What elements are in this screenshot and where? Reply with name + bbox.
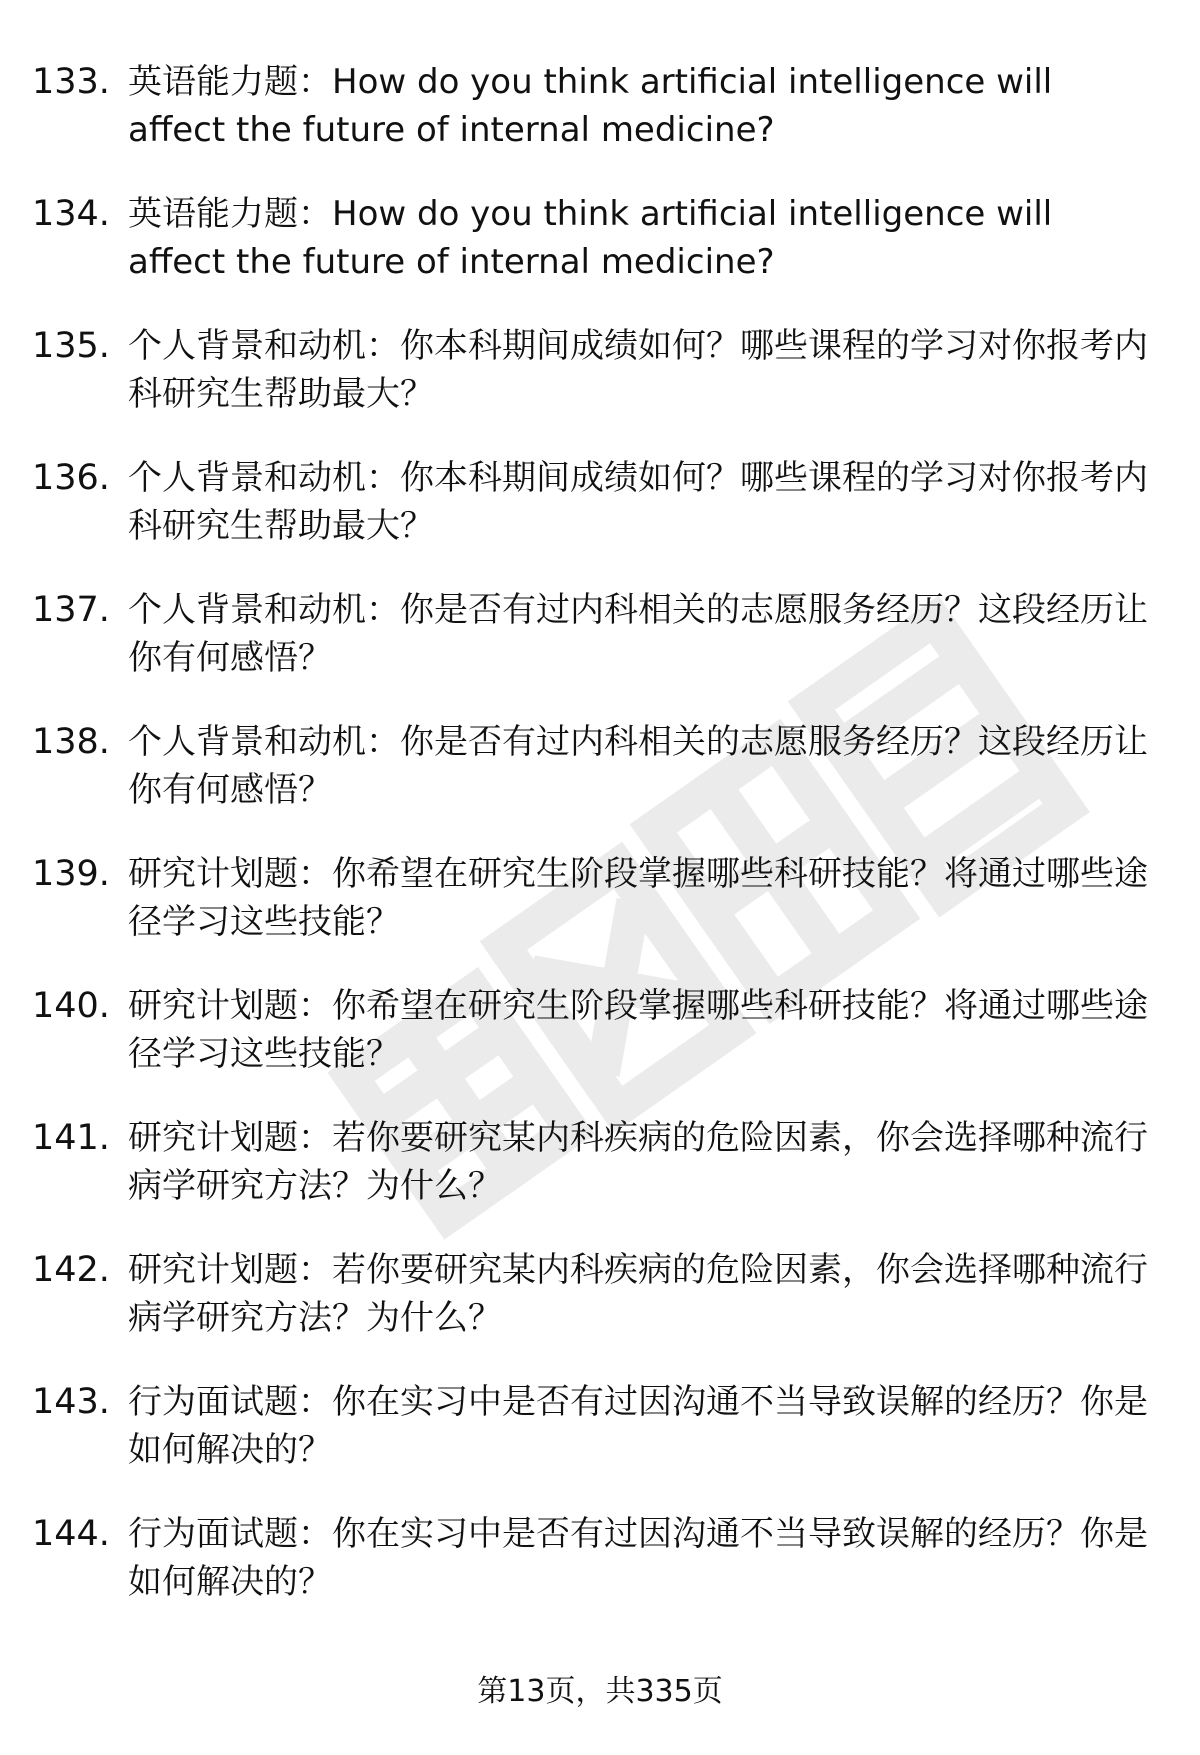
question-text: 研究计划题：若你要研究某内科疾病的危险因素，你会选择哪种流行病学研究方法？为什么？	[128, 1118, 1148, 1206]
question-item	[32, 322, 1172, 454]
question-text: 研究计划题：你希望在研究生阶段掌握哪些科研技能？将通过哪些途径学习这些技能？	[128, 986, 1148, 1074]
question-item	[32, 1114, 1172, 1246]
question-text: 研究计划题：你希望在研究生阶段掌握哪些科研技能？将通过哪些途径学习这些技能？	[128, 854, 1148, 942]
question-number: 134.	[32, 194, 110, 234]
question-number: 135.	[32, 326, 110, 366]
question-item	[32, 1510, 1172, 1642]
question-item	[32, 190, 1172, 322]
question-item	[32, 58, 1172, 190]
question-number: 136.	[32, 458, 110, 498]
page-footer: 第13页，共335页	[477, 1674, 723, 1709]
question-text: 个人背景和动机：你是否有过内科相关的志愿服务经历？这段经历让你有何感悟？	[128, 722, 1148, 810]
question-text: 行为面试题：你在实习中是否有过因沟通不当导致误解的经历？你是如何解决的？	[128, 1514, 1148, 1602]
question-list	[32, 58, 1172, 1642]
question-item	[32, 850, 1172, 982]
question-text: 个人背景和动机：你是否有过内科相关的志愿服务经历？这段经历让你有何感悟？	[128, 590, 1148, 678]
question-number: 142.	[32, 1250, 110, 1290]
question-number: 133.	[32, 62, 110, 102]
question-text: 个人背景和动机：你本科期间成绩如何？哪些课程的学习对你报考内科研究生帮助最大？	[128, 458, 1148, 546]
question-item	[32, 586, 1172, 718]
question-item	[32, 1378, 1172, 1510]
question-text: 研究计划题：若你要研究某内科疾病的危险因素，你会选择哪种流行病学研究方法？为什么？	[128, 1250, 1148, 1338]
question-number: 144.	[32, 1514, 110, 1554]
question-number: 137.	[32, 590, 110, 630]
question-number: 141.	[32, 1118, 110, 1158]
question-text: 行为面试题：你在实习中是否有过因沟通不当导致误解的经历？你是如何解决的？	[128, 1382, 1148, 1470]
question-number: 139.	[32, 854, 110, 894]
question-item	[32, 1246, 1172, 1378]
question-text: 英语能力题：How do you think artificial intelligence will affect the future of internal medicine?	[128, 194, 1053, 282]
question-number: 140.	[32, 986, 110, 1026]
question-text: 个人背景和动机：你本科期间成绩如何？哪些课程的学习对你报考内科研究生帮助最大？	[128, 326, 1148, 414]
question-item	[32, 982, 1172, 1114]
question-item	[32, 454, 1172, 586]
question-number: 143.	[32, 1382, 110, 1422]
question-item	[32, 718, 1172, 850]
question-text: 英语能力题：How do you think artificial intelligence will affect the future of internal medicine?	[128, 62, 1053, 150]
question-number: 138.	[32, 722, 110, 762]
